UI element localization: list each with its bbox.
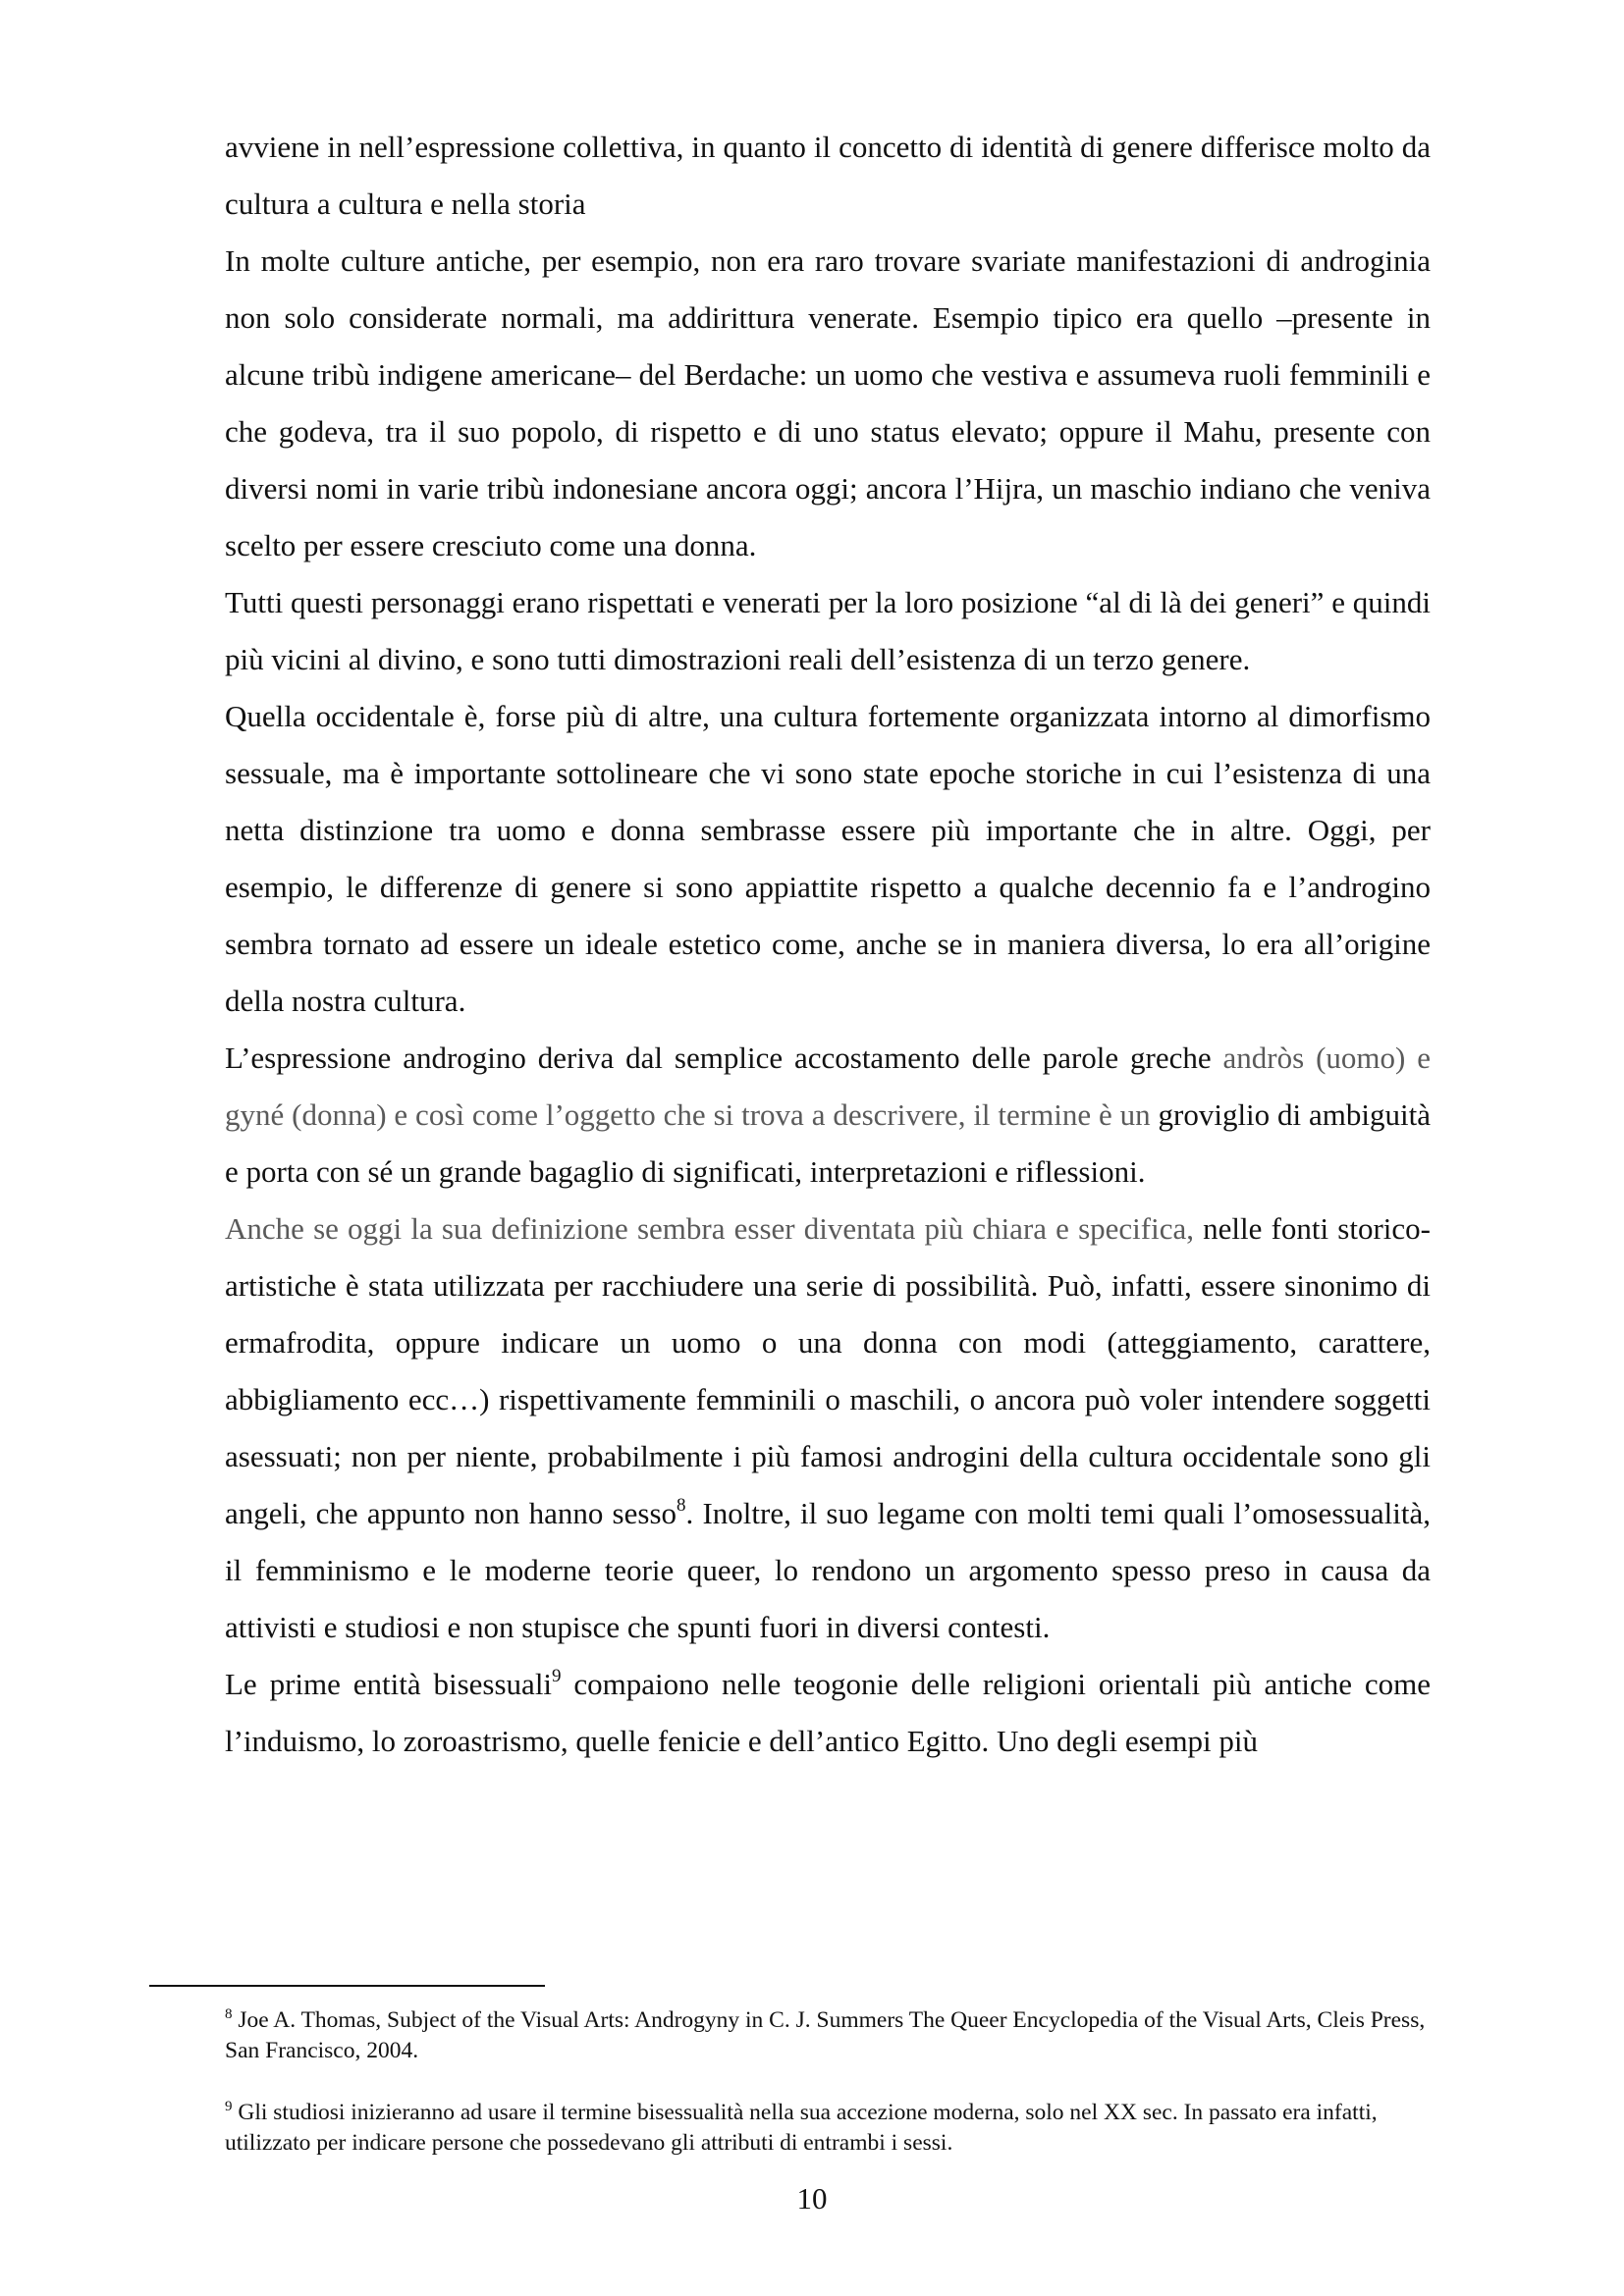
footnote (225, 2098, 1431, 2159)
footnote-text: Joe A. Thomas, Subject of the Visual Arts: Androgyny in C. J. Summers The Queer Encyclopedia of the Visual Arts, Cleis Press, San Francisco, 2004. (225, 2007, 1426, 2063)
paragraph-text-gray: andròs (uomo) e gyné (donna) e così come l’oggetto che si trova a descrivere, il termine è un (225, 1041, 1431, 1132)
paragraph-text: compaiono nelle teogonie delle religioni orientali più antiche come l’induismo, lo zoroastrismo, quelle fenicie e dell’antico Egitto. Uno degli esempi più (225, 1667, 1431, 1758)
paragraph-text: groviglio di ambiguità e porta con sé un grande bagaglio di significati, interpretazioni e riflessioni. (225, 1097, 1431, 1189)
paragraph: avviene in nell’espressione collettiva, in quanto il concetto di identità di genere differisce molto da cultura a cultura e nella storia (225, 130, 1431, 221)
footnote-reference[interactable]: 9 (552, 1666, 562, 1686)
footnote-reference[interactable]: 8 (677, 1495, 686, 1516)
body-text (225, 119, 1431, 1770)
footnote-number: 8 (225, 2006, 233, 2022)
paragraph-text: nelle fonti storico-artistiche è stata utilizzata per racchiudere una serie di possibilità. Può, infatti, essere sinonimo di ermafrodita, oppure indicare un uomo o una donna con modi (atteggiamento, carattere, abbigliamento ecc…) rispettivamente femminili o maschili, o ancora può voler intendere soggetti asessuati; non per niente, probabilmente i più famosi androgini della cultura occidentale sono gli angeli, che appunto non hanno sesso (225, 1211, 1431, 1530)
paragraph (225, 1656, 1431, 1770)
paragraph-text: . Inoltre, il suo legame con molti temi quali l’omosessualità, il femminismo e le moderne teorie queer, lo rendono un argomento spesso preso in causa da attivisti e studiosi e non stupisce che spunti fuori in diversi contesti. (225, 1496, 1431, 1644)
paragraph: In molte culture antiche, per esempio, non era raro trovare svariate manifestazioni di androginia non solo considerate normali, ma addirittura venerate. Esempio tipico era quello –presente in alcune tribù indigene americane– del Berdache: un uomo che vestiva e assumeva ruoli femminili e che godeva, tra il suo popolo, di rispetto e di uno status elevato; oppure il Mahu, presente con diversi nomi in varie tribù indonesiane ancora oggi; ancora l’Hijra, un maschio indiano che veniva scelto per essere cresciuto come una donna. (225, 243, 1431, 562)
footnote-number: 9 (225, 2099, 233, 2114)
paragraph: Tutti questi personaggi erano rispettati e venerati per la loro posizione “al di là dei generi” e quindi più vicini al divino, e sono tutti dimostrazioni reali dell’esistenza di un terzo genere. (225, 585, 1431, 676)
paragraph-text-gray: Anche se oggi la sua definizione sembra esser diventata più chiara e specifica, (225, 1211, 1195, 1246)
footnote-text: Gli studiosi inizieranno ad usare il termine bisessualità nella sua accezione moderna, solo nel XX sec. In passato era infatti, utilizzato per indicare persone che possedevano gli attributi di entrambi i sessi. (225, 2100, 1378, 2156)
paragraph-text: L’espressione androgino deriva dal semplice accostamento delle parole greche (225, 1041, 1223, 1075)
footnote (225, 2005, 1431, 2066)
footnote-separator (149, 1985, 545, 1987)
page-number: 10 (796, 2181, 828, 2216)
paragraph (225, 1201, 1431, 1656)
paragraph-text: Le prime entità bisessuali (225, 1667, 553, 1701)
paragraph (225, 1030, 1431, 1201)
paragraph: Quella occidentale è, forse più di altre, una cultura fortemente organizzata intorno al dimorfismo sessuale, ma è importante sottolineare che vi sono state epoche storiche in cui l’esistenza di una netta distinzione tra uomo e donna sembrasse essere più importante che in altre. Oggi, per esempio, le differenze di genere si sono appiattite rispetto a qualche decennio fa e l’androgino sembra tornato ad essere un ideale estetico come, anche se in maniera diversa, lo era all’origine della nostra cultura. (225, 699, 1431, 1018)
